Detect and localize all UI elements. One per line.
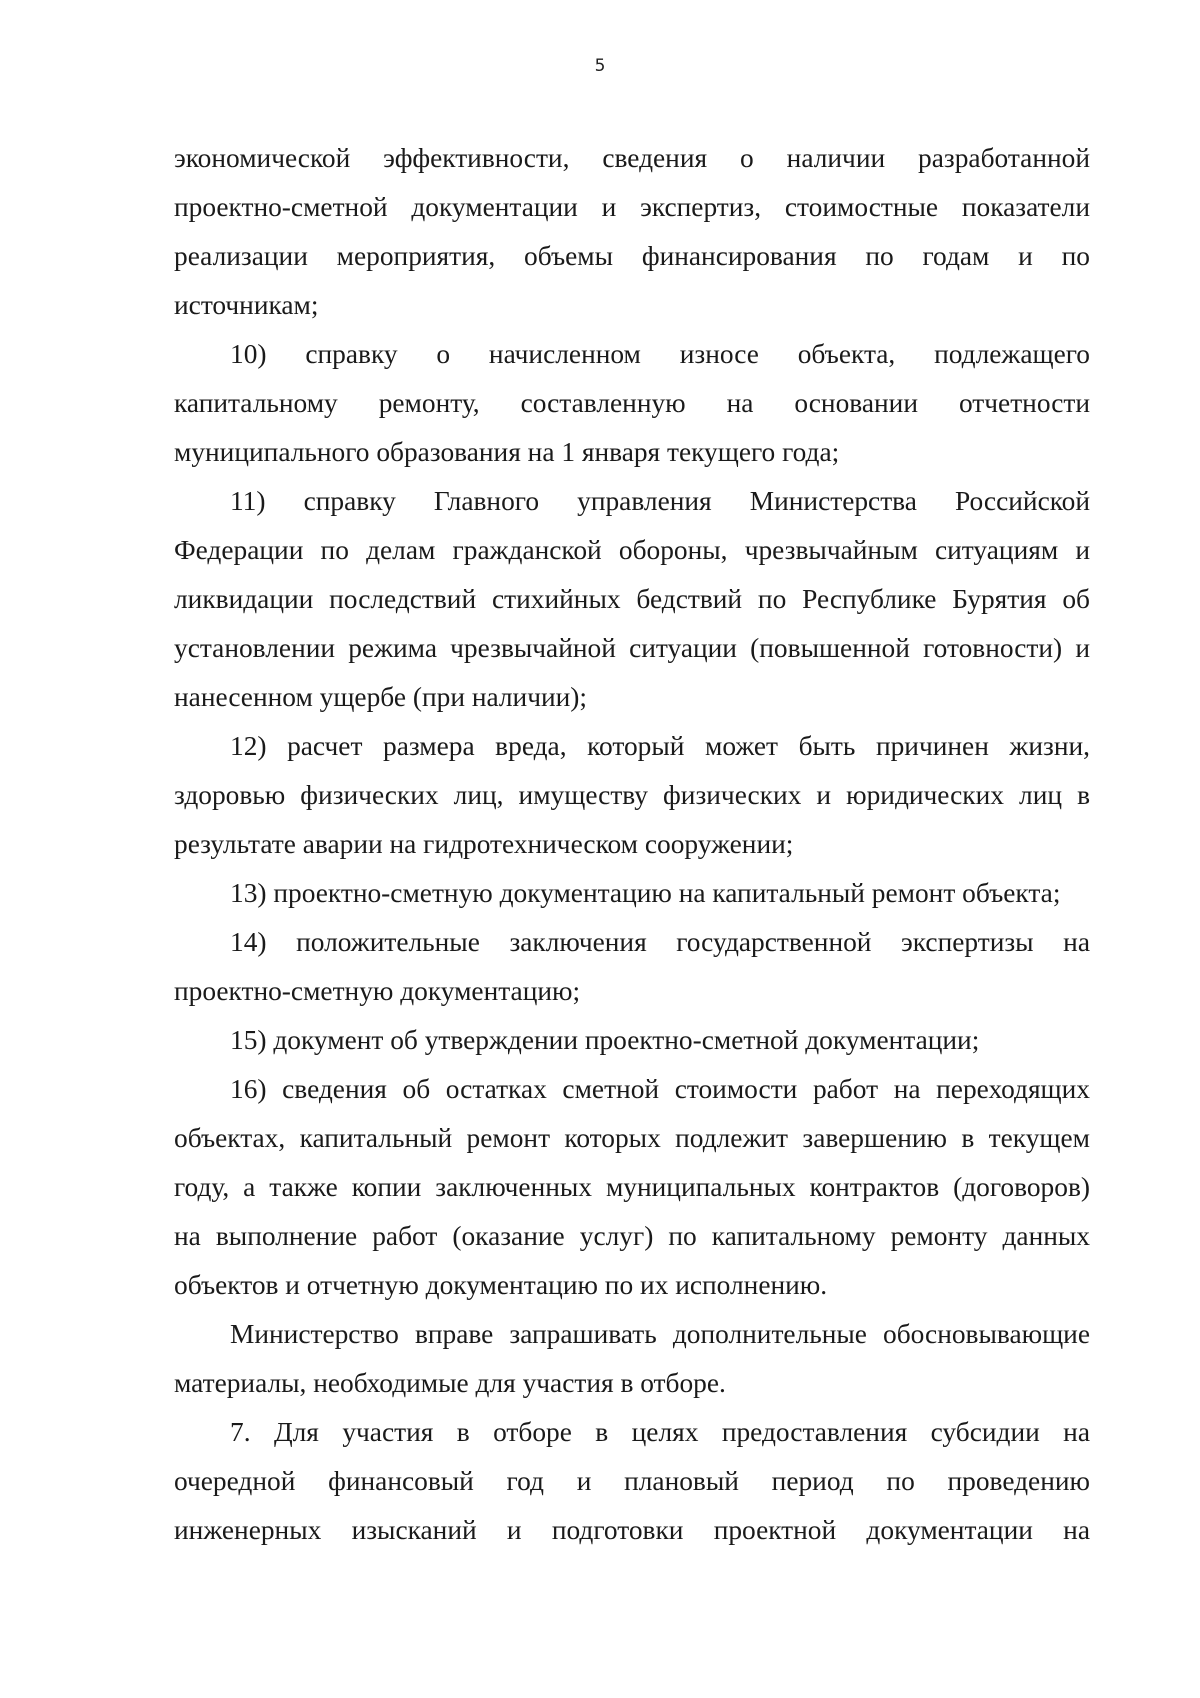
text-line: материалы, необходимые для участия в отборе.	[174, 1368, 726, 1398]
text-line: 13) проектно-сметную документацию на капитальный ремонт объекта;	[230, 878, 1061, 908]
text-line: экономической эффективности, сведения о наличии разработанной	[174, 143, 1090, 173]
paragraph-intro-continuation	[174, 134, 1090, 330]
text-line: инженерных изысканий и подготовки проектной документации на	[174, 1515, 1090, 1545]
paragraph-item-15	[174, 1016, 1090, 1065]
text-line: 16) сведения об остатках сметной стоимости работ на переходящих	[230, 1074, 1090, 1104]
text-line: 14) положительные заключения государственной экспертизы на	[230, 927, 1090, 957]
paragraph-item-13	[174, 869, 1090, 918]
text-line: установлении режима чрезвычайной ситуации (повышенной готовности) и	[174, 633, 1090, 663]
text-line: проектно-сметной документации и экспертиз, стоимостные показатели	[174, 192, 1090, 222]
text-line: проектно-сметную документацию;	[174, 976, 581, 1006]
paragraph-item-14	[174, 918, 1090, 1016]
text-line: 11) справку Главного управления Министерства Российской	[230, 486, 1090, 516]
text-line: муниципального образования на 1 января текущего года;	[174, 437, 840, 467]
text-line: объектах, капитальный ремонт которых подлежит завершению в текущем	[174, 1123, 1090, 1153]
paragraph-item-10	[174, 330, 1090, 477]
document-body	[174, 134, 1090, 1555]
paragraph-item-11	[174, 477, 1090, 722]
text-line: очередной финансовый год и плановый период по проведению	[174, 1466, 1090, 1496]
text-line: капитальному ремонту, составленную на основании отчетности	[174, 388, 1090, 418]
text-line: 10) справку о начисленном износе объекта, подлежащего	[230, 339, 1090, 369]
paragraph-clause-7	[174, 1408, 1090, 1555]
text-line: Федерации по делам гражданской обороны, чрезвычайным ситуациям и	[174, 535, 1090, 565]
text-line: Министерство вправе запрашивать дополнительные обосновывающие	[230, 1319, 1090, 1349]
page-number: 5	[594, 56, 606, 76]
text-line: 12) расчет размера вреда, который может быть причинен жизни,	[230, 731, 1090, 761]
paragraph-item-12	[174, 722, 1090, 869]
text-line: нанесенном ущербе (при наличии);	[174, 682, 588, 712]
text-line: 15) документ об утверждении проектно-сметной документации;	[230, 1025, 980, 1055]
paragraph-item-16	[174, 1065, 1090, 1310]
paragraph-ministry-right	[174, 1310, 1090, 1408]
text-line: на выполнение работ (оказание услуг) по капитальному ремонту данных	[174, 1221, 1090, 1251]
text-line: ликвидации последствий стихийных бедствий по Республике Бурятия об	[174, 584, 1090, 614]
text-line: здоровью физических лиц, имуществу физических и юридических лиц в	[174, 780, 1090, 810]
text-line: объектов и отчетную документацию по их исполнению.	[174, 1270, 828, 1300]
text-line: реализации мероприятия, объемы финансирования по годам и по	[174, 241, 1090, 271]
text-line: году, а также копии заключенных муниципальных контрактов (договоров)	[174, 1172, 1090, 1202]
text-line: результате аварии на гидротехническом сооружении;	[174, 829, 794, 859]
text-line: 7. Для участия в отборе в целях предоставления субсидии на	[230, 1417, 1090, 1447]
text-line: источникам;	[174, 290, 319, 320]
